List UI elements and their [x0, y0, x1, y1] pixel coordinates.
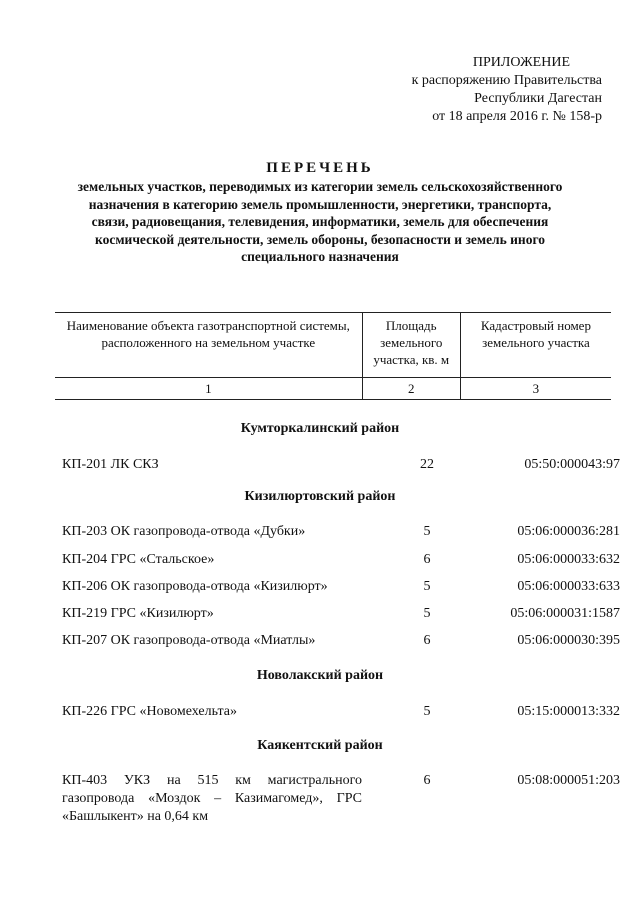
- row-object-name: КП-226 ГРС «Новомехельта»: [62, 704, 237, 719]
- row-object-name: КП-203 ОК газопровода-отвода «Дубки»: [62, 524, 306, 539]
- row-object-name: КП-207 ОК газопровода-отвода «Миатлы»: [62, 633, 316, 648]
- row-cadastral: 05:08:000051:203: [517, 773, 620, 788]
- row-area: 6: [423, 552, 431, 567]
- header-area: Площадь земельного участка, кв. м: [362, 313, 460, 378]
- row-cadastral: 05:06:000030:395: [517, 633, 620, 648]
- row-area: 5: [423, 704, 431, 719]
- row-area: 5: [423, 524, 431, 539]
- row-area: 22: [420, 457, 434, 472]
- row-area: 6: [423, 633, 431, 648]
- row-area: 6: [423, 773, 431, 788]
- appendix-line-date: от 18 апреля 2016 г. № 158-р: [432, 109, 602, 124]
- header-cadastral: Кадастровый номер земельного участка: [460, 313, 611, 378]
- header-object-name: Наименование объекта газотранспортной системы, расположенного на земельном участке: [55, 313, 362, 378]
- row-cadastral: 05:15:000013:332: [517, 704, 620, 719]
- region-heading: Новолакский район: [256, 668, 384, 683]
- title-subtitle: земельных участков, переводимых из категории земель сельскохозяйственного назначения в категорию земель промышленности, энергетики, транспорта, связи, радиовещания, телевидения, информатики, земель для обеспечения космической деятельности, земель обороны, безопасности и земель иного специального назначения: [77, 179, 563, 264]
- document-title: [0, 158, 640, 266]
- row-object-name: КП-219 ГРС «Кизилюрт»: [62, 606, 214, 621]
- region-heading: Кумторкалинский район: [240, 421, 400, 436]
- row-object-name: КП-403 УКЗ на 515 км магистрального газопровода «Моздок – Казимагомед», ГРС «Башлыкент» на 0,64 км: [62, 773, 362, 824]
- row-cadastral: 05:50:000043:97: [524, 457, 620, 472]
- row-object-name: КП-206 ОК газопровода-отвода «Кизилюрт»: [62, 579, 328, 594]
- column-number-1: 1: [55, 378, 362, 400]
- region-heading: Каякентский район: [257, 738, 383, 753]
- region-heading: Кизилюртовский район: [244, 489, 396, 504]
- row-cadastral: 05:06:000033:632: [517, 552, 620, 567]
- row-object-name: КП-204 ГРС «Стальское»: [62, 552, 215, 567]
- appendix-block: [412, 54, 602, 126]
- appendix-title: ПРИЛОЖЕНИЕ: [472, 55, 570, 70]
- row-cadastral: 05:06:000036:281: [517, 524, 620, 539]
- row-area: 5: [423, 606, 431, 621]
- title-heading: ПЕРЕЧЕНЬ: [266, 160, 374, 176]
- row-cadastral: 05:06:000031:1587: [510, 606, 620, 621]
- row-cadastral: 05:06:000033:633: [517, 579, 620, 594]
- column-number-3: 3: [460, 378, 611, 400]
- appendix-line-republic: Республики Дагестан: [474, 91, 602, 106]
- row-area: 5: [423, 579, 431, 594]
- appendix-line-order: к распоряжению Правительства: [411, 73, 602, 88]
- column-number-2: 2: [362, 378, 460, 400]
- row-object-name: КП-201 ЛК СКЗ: [62, 457, 159, 472]
- table-header: [55, 312, 611, 400]
